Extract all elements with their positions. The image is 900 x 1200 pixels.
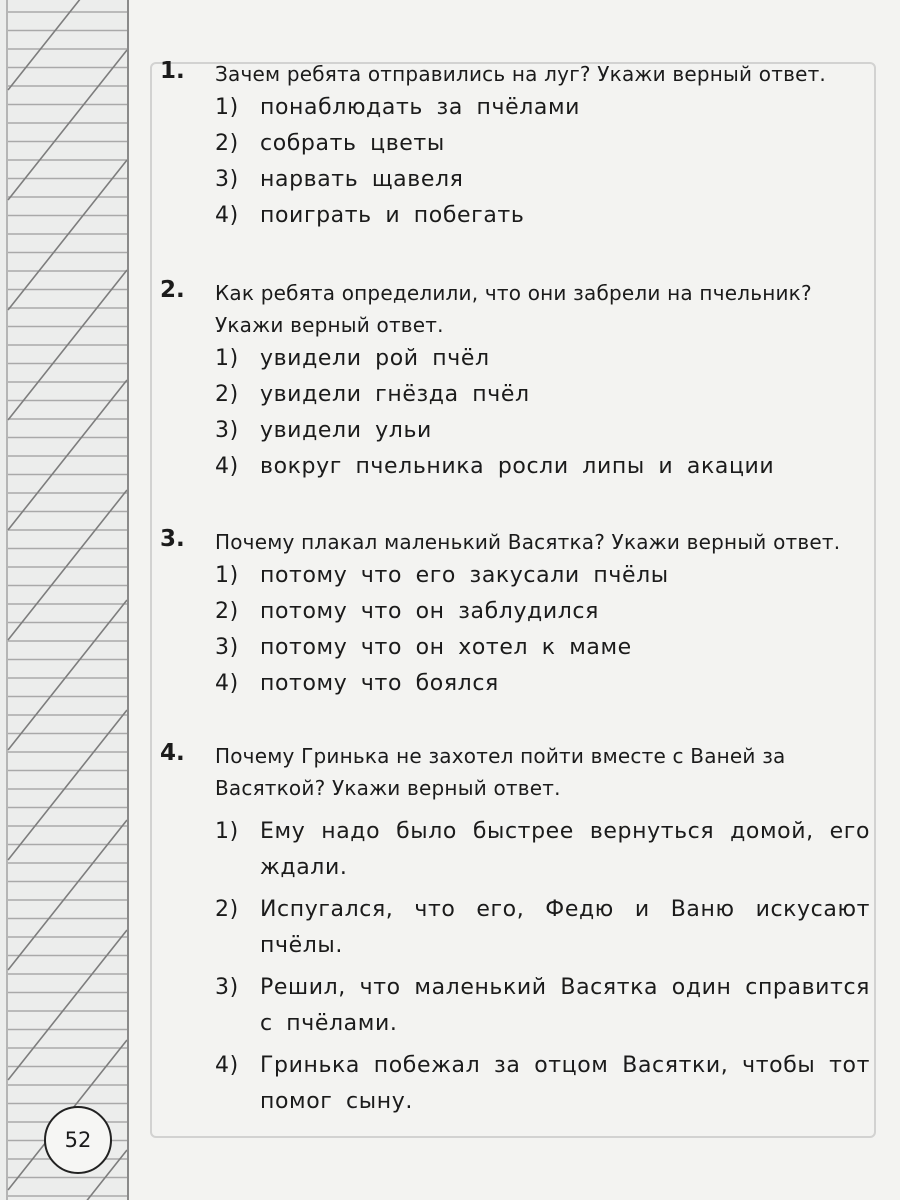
answer-option[interactable]	[215, 449, 870, 485]
option-number: 4)	[215, 1053, 239, 1078]
option-number: 4)	[215, 671, 239, 696]
option-number: 3)	[215, 975, 239, 1000]
option-text: Ему надо было быстрее вернуться домой, его ждали.	[260, 819, 870, 880]
option-number: 2)	[215, 382, 239, 407]
option-text: увидели гнёзда пчёл	[260, 382, 530, 407]
option-text: Испугался, что его, Федю и Ваню искусают пчёлы.	[260, 897, 870, 958]
option-number: 3)	[215, 635, 239, 660]
question-number: 4.	[160, 740, 185, 766]
margin-ruled-lines	[0, 0, 128, 1200]
answer-option[interactable]	[215, 558, 870, 594]
option-text: поиграть и побегать	[260, 203, 525, 228]
answer-option[interactable]	[215, 1048, 870, 1120]
answer-option[interactable]	[215, 90, 870, 126]
question-number: 1.	[160, 58, 185, 84]
option-text: потому что он хотел к маме	[260, 635, 632, 660]
answer-option[interactable]	[215, 630, 870, 666]
answer-option[interactable]	[215, 594, 870, 630]
option-number: 4)	[215, 203, 239, 228]
option-text: понаблюдать за пчёлами	[260, 95, 581, 120]
option-number: 4)	[215, 454, 239, 479]
margin-diagonal	[8, 820, 127, 970]
margin-diagonal	[8, 50, 127, 200]
option-number: 1)	[215, 819, 239, 844]
page-number: 52	[44, 1106, 112, 1174]
option-number: 2)	[215, 599, 239, 624]
question-text: Зачем ребята отправились на луг? Укажи верный ответ.	[215, 62, 826, 86]
lined-margin	[0, 0, 128, 1200]
margin-diagonal	[8, 490, 127, 640]
margin-diagonal	[8, 380, 127, 530]
margin-diagonal	[8, 160, 127, 310]
option-number: 1)	[215, 346, 239, 371]
answer-option[interactable]	[215, 126, 870, 162]
question-2	[160, 277, 870, 485]
answer-option[interactable]	[215, 413, 870, 449]
option-text: собрать цветы	[260, 131, 445, 156]
answer-option[interactable]	[215, 666, 870, 702]
answer-option[interactable]	[215, 377, 870, 413]
question-text: Почему плакал маленький Васятка? Укажи верный ответ.	[215, 530, 841, 554]
margin-diagonal	[8, 930, 127, 1080]
margin-diagonal	[8, 0, 127, 90]
option-text: увидели ульи	[260, 418, 432, 443]
question-text: Почему Гринька не захотел пойти вместе с Ваней за Васяткой? Укажи верный ответ.	[215, 744, 786, 800]
answer-option[interactable]	[215, 892, 870, 964]
option-number: 2)	[215, 897, 239, 922]
option-text: нарвать щавеля	[260, 167, 464, 192]
answer-option[interactable]	[215, 814, 870, 886]
option-text: Гринька побежал за отцом Васятки, чтобы тот помог сыну.	[260, 1053, 870, 1114]
option-number: 3)	[215, 167, 239, 192]
option-number: 1)	[215, 563, 239, 588]
question-1	[160, 58, 870, 234]
option-text: потому что он заблудился	[260, 599, 599, 624]
question-4	[160, 740, 870, 1120]
option-number: 3)	[215, 418, 239, 443]
option-text: Решил, что маленький Васятка один справится с пчёлами.	[260, 975, 870, 1036]
question-3	[160, 526, 870, 702]
question-number: 2.	[160, 277, 185, 303]
option-text: потому что боялся	[260, 671, 499, 696]
answer-option[interactable]	[215, 341, 870, 377]
answer-option[interactable]	[215, 970, 870, 1042]
answer-option[interactable]	[215, 162, 870, 198]
question-text: Как ребята определили, что они забрели на пчельник? Укажи верный ответ.	[215, 281, 812, 337]
option-text: вокруг пчельника росли липы и акации	[260, 454, 775, 479]
question-number: 3.	[160, 526, 185, 552]
option-text: увидели рой пчёл	[260, 346, 490, 371]
answer-option[interactable]	[215, 198, 870, 234]
option-number: 1)	[215, 95, 239, 120]
option-number: 2)	[215, 131, 239, 156]
option-text: потому что его закусали пчёлы	[260, 563, 669, 588]
margin-divider	[127, 0, 129, 1200]
margin-diagonal	[8, 710, 127, 860]
